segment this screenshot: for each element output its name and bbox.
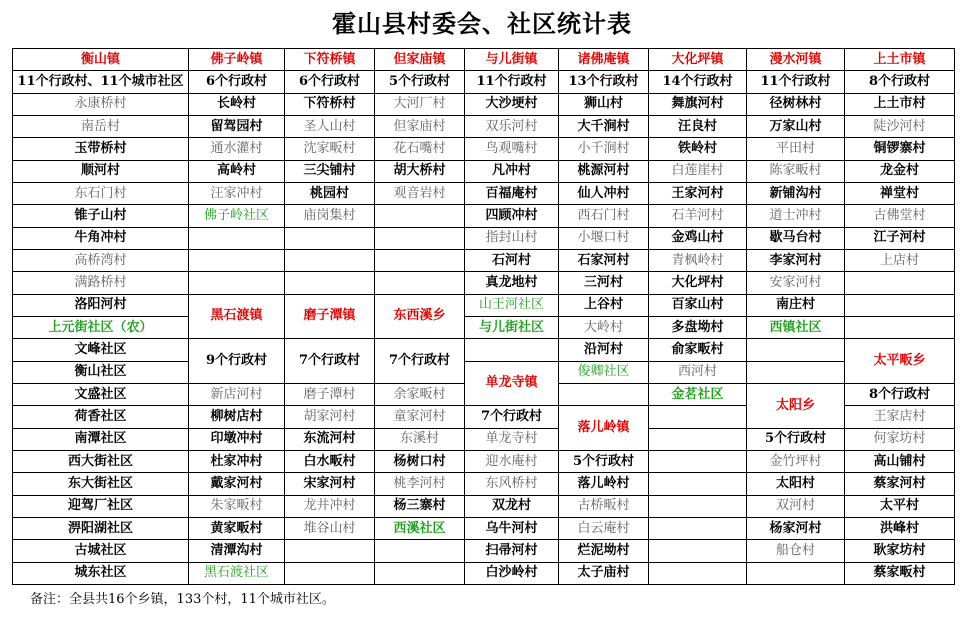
village-cell: 落儿岭村 [559,473,649,495]
village-count: 5个行政村 [375,71,465,93]
town-name: 落儿岭镇 [559,406,649,451]
village-cell: 朱家畈村 [189,495,285,517]
community-cell: 南潭社区 [13,428,189,450]
village-count: 5个行政村 [559,450,649,472]
table-row [13,249,955,271]
village-cell: 蔡家畈村 [845,562,955,584]
table-row [13,562,955,584]
village-cell: 但家庙村 [375,115,465,137]
empty-cell [375,562,465,584]
village-cell: 余家畈村 [375,383,465,405]
village-cell: 沿河村 [559,339,649,361]
village-cell: 龙井冲村 [285,495,375,517]
table-row [13,182,955,204]
village-cell: 石河村 [465,249,559,271]
village-cell: 高山铺村 [845,450,955,472]
empty-cell [649,517,747,539]
village-cell: 新铺沟村 [747,182,845,204]
village-cell: 圣人山村 [285,115,375,137]
table-row [13,495,955,517]
village-cell: 杨三寨村 [375,495,465,517]
village-cell: 铁岭村 [649,138,747,160]
village-cell: 大河厂村 [375,93,465,115]
village-cell: 三尖铺村 [285,160,375,182]
page-title: 霍山县村委会、社区统计表 [332,9,632,38]
village-cell: 东石门村 [13,182,189,204]
village-cell: 上土市村 [845,93,955,115]
village-cell: 胡大桥村 [375,160,465,182]
table-row [13,450,955,472]
village-cell: 歇马台村 [747,227,845,249]
table-row [13,361,955,383]
community-cell: 上元街社区（农） [13,316,189,338]
town-name: 但家庙镇 [375,49,465,71]
empty-cell [285,249,375,271]
village-cell: 东溪村 [375,428,465,450]
village-cell: 平田村 [747,138,845,160]
village-cell: 胡家河村 [285,406,375,428]
empty-cell [375,227,465,249]
village-cell: 太子庙村 [559,562,649,584]
table-row [13,428,955,450]
empty-cell [285,540,375,562]
empty-cell [189,249,285,271]
village-count: 9个行政村 [189,339,285,384]
village-count: 11个行政村、11个城市社区 [13,71,189,93]
community-cell: 佛子岭社区 [189,205,285,227]
table-row [13,517,955,539]
village-cell: 沈家畈村 [285,138,375,160]
village-cell: 凡冲村 [465,160,559,182]
community-cell: 淠阳湖社区 [13,517,189,539]
village-cell: 陈家畈村 [747,160,845,182]
empty-cell [285,562,375,584]
village-cell: 桃园村 [285,182,375,204]
footnote: 备注：全县共16个乡镇，133个村，11个城市社区。 [30,592,335,607]
empty-cell [649,562,747,584]
empty-cell [375,205,465,227]
village-cell: 铜锣寨村 [845,138,955,160]
village-cell: 白云庵村 [559,517,649,539]
village-cell: 柳树店村 [189,406,285,428]
village-cell: 锥子山村 [13,205,189,227]
community-cell: 山王河社区 [465,294,559,316]
village-count: 8个行政村 [845,383,955,405]
town-name: 上土市镇 [845,49,955,71]
town-header-row [13,49,955,71]
village-cell: 大千涧村 [559,115,649,137]
village-cell: 通水灌村 [189,138,285,160]
empty-cell [189,272,285,294]
village-cell: 金鸡山村 [649,227,747,249]
village-cell: 太平村 [845,495,955,517]
community-cell: 东大街社区 [13,473,189,495]
table-row [13,205,955,227]
village-cell: 印墩冲村 [189,428,285,450]
town-name: 下符桥镇 [285,49,375,71]
village-cell: 顺河村 [13,160,189,182]
community-cell: 城东社区 [13,562,189,584]
village-cell: 舞旗河村 [649,93,747,115]
village-cell: 金竹坪村 [747,450,845,472]
village-cell: 石家河村 [559,249,649,271]
community-cell: 黑石渡社区 [189,562,285,584]
village-cell: 上谷村 [559,294,649,316]
village-cell: 龙金村 [845,160,955,182]
village-count: 6个行政村 [189,71,285,93]
village-cell: 杨家河村 [747,517,845,539]
table-row [13,540,955,562]
village-cell: 大沙埂村 [465,93,559,115]
table-row [13,316,955,338]
town-name: 太阳乡 [747,383,845,428]
village-count: 13个行政村 [559,71,649,93]
empty-cell [375,249,465,271]
village-count: 7个行政村 [285,339,375,384]
village-cell: 江子河村 [845,227,955,249]
village-cell: 扫帚河村 [465,540,559,562]
town-name: 诸佛庵镇 [559,49,649,71]
empty-cell [649,406,747,428]
village-cell: 石羊河村 [649,205,747,227]
empty-cell [649,450,747,472]
community-cell: 古城社区 [13,540,189,562]
village-cell: 青枫岭村 [649,249,747,271]
village-cell: 花石嘴村 [375,138,465,160]
village-cell: 白莲崖村 [649,160,747,182]
village-cell: 何家坊村 [845,428,955,450]
village-cell: 桃源河村 [559,160,649,182]
community-cell: 西大街社区 [13,450,189,472]
town-name: 与儿街镇 [465,49,559,71]
village-cell: 径树林村 [747,93,845,115]
village-cell: 真龙地村 [465,272,559,294]
village-count: 5个行政村 [747,428,845,450]
village-cell: 太阳村 [747,473,845,495]
village-cell: 三河村 [559,272,649,294]
table-row [13,93,955,115]
village-cell: 堆谷山村 [285,517,375,539]
empty-cell [285,272,375,294]
village-cell: 桃李河村 [375,473,465,495]
village-cell: 古佛堂村 [845,205,955,227]
village-cell: 磨子潭村 [285,383,375,405]
village-cell: 王家店村 [845,406,955,428]
village-cell: 蔡家河村 [845,473,955,495]
village-cell: 小堰口村 [559,227,649,249]
village-cell: 禅堂村 [845,182,955,204]
town-name: 磨子潭镇 [285,294,375,339]
empty-cell [649,428,747,450]
village-cell: 双龙村 [465,495,559,517]
empty-cell [649,540,747,562]
community-cell: 俊卿社区 [559,361,649,383]
village-cell: 李家河村 [747,249,845,271]
village-cell: 俞家畈村 [649,339,747,361]
community-cell: 金茗社区 [649,383,747,405]
empty-cell [375,272,465,294]
village-cell: 童家河村 [375,406,465,428]
village-cell: 白沙岭村 [465,562,559,584]
village-cell: 庙岗集村 [285,205,375,227]
village-cell: 南庄村 [747,294,845,316]
community-cell: 与儿街社区 [465,316,559,338]
village-cell: 多盘坳村 [649,316,747,338]
village-cell: 下符桥村 [285,93,375,115]
village-cell: 南岳村 [13,115,189,137]
village-cell: 东流河村 [285,428,375,450]
table-row [13,138,955,160]
village-cell: 烂泥坳村 [559,540,649,562]
village-cell: 杨树口村 [375,450,465,472]
village-cell: 指封山村 [465,227,559,249]
village-cell: 大岭村 [559,316,649,338]
village-cell: 双河村 [747,495,845,517]
village-cell: 永康桥村 [13,93,189,115]
village-cell: 万家山村 [747,115,845,137]
village-cell: 东风桥村 [465,473,559,495]
empty-cell [845,294,955,316]
town-name: 漫水河镇 [747,49,845,71]
village-cell: 高桥湾村 [13,249,189,271]
village-cell: 新店河村 [189,383,285,405]
empty-cell [465,339,559,361]
empty-cell [189,227,285,249]
village-cell: 高岭村 [189,160,285,182]
village-cell: 四顾冲村 [465,205,559,227]
village-cell: 西河村 [649,361,747,383]
village-count: 6个行政村 [285,71,375,93]
empty-cell [747,562,845,584]
village-cell: 杜家冲村 [189,450,285,472]
town-name: 单龙寺镇 [465,361,559,406]
table-row [13,473,955,495]
village-cell: 乌牛河村 [465,517,559,539]
village-cell: 白水畈村 [285,450,375,472]
statistics-table [12,48,955,585]
table-row [13,272,955,294]
town-name: 太平畈乡 [845,339,955,384]
community-cell: 文峰社区 [13,339,189,361]
empty-cell [649,495,747,517]
town-name: 大化坪镇 [649,49,747,71]
village-count: 7个行政村 [375,339,465,384]
village-cell: 汪良村 [649,115,747,137]
village-cell: 长岭村 [189,93,285,115]
village-cell: 百家山村 [649,294,747,316]
empty-cell [285,227,375,249]
village-count: 8个行政村 [845,71,955,93]
table-row [13,339,955,361]
empty-cell [845,316,955,338]
table-row [13,227,955,249]
community-cell: 迎驾厂社区 [13,495,189,517]
community-cell: 衡山社区 [13,361,189,383]
village-cell: 船仓村 [747,540,845,562]
empty-cell [845,272,955,294]
village-cell: 上店村 [845,249,955,271]
town-name: 衡山镇 [13,49,189,71]
empty-cell [747,361,845,383]
village-cell: 安家河村 [747,272,845,294]
village-cell: 满路桥村 [13,272,189,294]
empty-cell [649,473,747,495]
village-cell: 仙人冲村 [559,182,649,204]
community-cell: 西溪社区 [375,517,465,539]
village-cell: 大化坪村 [649,272,747,294]
village-cell: 小千涧村 [559,138,649,160]
count-row [13,71,955,93]
village-count: 11个行政村 [747,71,845,93]
community-cell: 西镇社区 [747,316,845,338]
village-cell: 观音岩村 [375,182,465,204]
village-cell: 双乐河村 [465,115,559,137]
village-cell: 西石门村 [559,205,649,227]
village-cell: 鸟观嘴村 [465,138,559,160]
village-count: 14个行政村 [649,71,747,93]
community-cell: 文盛社区 [13,383,189,405]
village-cell: 宋家河村 [285,473,375,495]
town-name: 黑石渡镇 [189,294,285,339]
village-count: 11个行政村 [465,71,559,93]
empty-cell [559,383,649,405]
village-cell: 百福庵村 [465,182,559,204]
village-cell: 王家河村 [649,182,747,204]
village-cell: 单龙寺村 [465,428,559,450]
village-cell: 清潭沟村 [189,540,285,562]
village-cell: 黄家畈村 [189,517,285,539]
village-cell: 牛角冲村 [13,227,189,249]
village-cell: 迎水庵村 [465,450,559,472]
table-row [13,294,955,316]
village-cell: 玉带桥村 [13,138,189,160]
village-cell: 狮山村 [559,93,649,115]
table-row [13,115,955,137]
village-cell: 洛阳河村 [13,294,189,316]
village-cell: 留驾园村 [189,115,285,137]
village-count: 7个行政村 [465,406,559,428]
village-cell: 古桥畈村 [559,495,649,517]
village-cell: 陡沙河村 [845,115,955,137]
village-cell: 耿家坊村 [845,540,955,562]
village-cell: 汪家冲村 [189,182,285,204]
town-name: 东西溪乡 [375,294,465,339]
town-name: 佛子岭镇 [189,49,285,71]
village-cell: 洪峰村 [845,517,955,539]
empty-cell [375,540,465,562]
empty-cell [747,339,845,361]
community-cell: 荷香社区 [13,406,189,428]
village-cell: 道士冲村 [747,205,845,227]
village-cell: 戴家河村 [189,473,285,495]
table-row [13,160,955,182]
